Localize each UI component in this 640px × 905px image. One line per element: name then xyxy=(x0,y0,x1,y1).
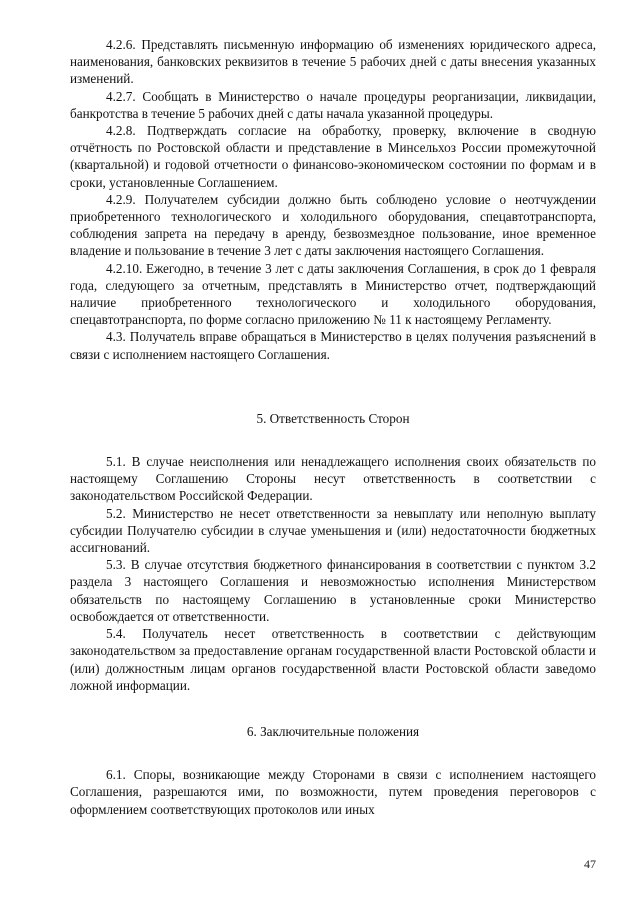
clause-4-2-6: 4.2.6. Представлять письменную информацию об изменениях юридического адреса, наименования, банковских реквизитов в течение 5 рабочих дней с даты внесения указанных изменений. xyxy=(70,37,596,87)
section-5-heading: 5. Ответственность Сторон xyxy=(256,410,410,426)
clause-5-3: 5.3. В случае отсутствия бюджетного финансирования в соответствии с пунктом 3.2 раздела 3 настоящего Соглашения и невозможностью исполнения Министерством обязательств по настоящему Соглашению в установленные сроки Министерство освобождается от ответственности. xyxy=(70,557,596,624)
clause-5-2: 5.2. Министерство не несет ответственности за невыплату или неполную выплату субсидии Получателю субсидии в случае уменьшения и (или) недостаточности бюджетных ассигнований. xyxy=(70,505,596,556)
clause-5-1: 5.1. В случае неисполнения или ненадлежащего исполнения своих обязательств по настоящему Соглашению Стороны несут ответственность в соответствии с законодательством Российской Федерации. xyxy=(70,454,596,504)
clause-6-1: 6.1. Споры, возникающие между Сторонами в связи с исполнением настоящего Соглашения, разрешаются ими, по возможности, путем проведения переговоров с оформлением соответствующих протоколов или иных xyxy=(70,767,596,817)
clause-4-2-9: 4.2.9. Получателем субсидии должно быть соблюдено условие о неотчуждении приобретенного технологического и холодильного оборудования, спецавтотранспорта, соблюдения запрета на передачу в аренду, безвозмездное пользование, иное временное владение и пользование в течение 3 лет с даты заключения настоящего Соглашения. xyxy=(70,191,596,259)
section-6-heading: 6. Заключительные положения xyxy=(246,723,420,739)
clause-4-3: 4.3. Получатель вправе обращаться в Министерство в целях получения разъяснений в связи с исполнением настоящего Соглашения. xyxy=(70,329,596,362)
clause-5-4: 5.4. Получатель несет ответственность в соответствии с действующим законодательством за предоставление органам государственной власти Ростовской области и (или) должностным лицам органов государственной власти Ростовской области заведомо ложной информации. xyxy=(70,626,596,693)
document-page xyxy=(70,36,596,818)
clause-4-2-10: 4.2.10. Ежегодно, в течение 3 лет с даты заключения Соглашения, в срок до 1 февраля года, следующего за отчетным, представлять в Министерство отчет, подтверждающий наличие приобретенного технологического и холодильного оборудования, спецавтотранспорта, по форме согласно приложению № 11 к настоящему Регламенту. xyxy=(70,260,596,328)
clause-4-2-7: 4.2.7. Сообщать в Министерство о начале процедуры реорганизации, ликвидации, банкротства в течение 5 рабочих дней с даты начала указанной процедуры. xyxy=(70,88,596,121)
page-number: 47 xyxy=(584,857,596,871)
clause-4-2-8: 4.2.8. Подтверждать согласие на обработку, проверку, включение в сводную отчётность по Ростовской области и представление в Минсельхоз России промежуточной (квартальной) и годовой отчетности о финансово-экономическом состоянии по формам и в сроки, установленные Соглашением. xyxy=(70,123,596,190)
